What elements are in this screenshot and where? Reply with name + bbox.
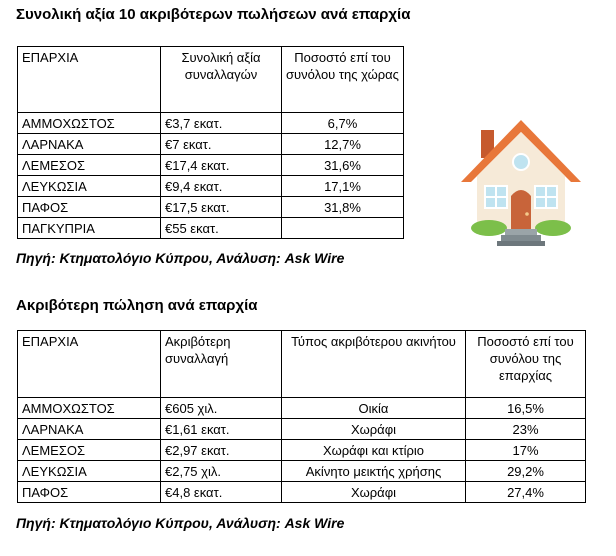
province-cell: ΛΕΜΕΣΟΣ [18,155,161,176]
table1-source: Πηγή: Κτηματολόγιο Κύπρου, Ανάλυση: Ask Wire [16,250,345,266]
header-province: ΕΠΑΡΧΙΑ [18,331,161,398]
province-cell: ΛΑΡΝΑΚΑ [18,134,161,155]
table-row [18,218,404,239]
transaction-cell: €2,75 χιλ. [161,461,282,482]
value-cell: €3,7 εκατ. [161,113,282,134]
bush-right [535,220,571,236]
table-row [18,134,404,155]
header-total-value: Συνολική αξία συναλλαγών [161,47,282,113]
value-cell: €9,4 εκατ. [161,176,282,197]
sales-total-table [17,46,404,239]
share-cell: 31,8% [282,197,404,218]
table2-source: Πηγή: Κτηματολόγιο Κύπρου, Ανάλυση: Ask Wire [16,515,345,531]
province-cell: ΛΕΜΕΣΟΣ [18,440,161,461]
province-cell: ΛΑΡΝΑΚΑ [18,419,161,440]
top-sale-table [17,330,586,503]
header-top-transaction: Ακριβότερη συναλλαγή [161,331,282,398]
property-type-cell: Χωράφι και κτίριο [282,440,466,461]
province-cell: ΑΜΜΟΧΩΣΤΟΣ [18,113,161,134]
value-cell: €17,5 εκατ. [161,197,282,218]
transaction-cell: €1,61 εκατ. [161,419,282,440]
share-cell: 31,6% [282,155,404,176]
share-cell: 23% [466,419,586,440]
header-country-share: Ποσοστό επί του συνόλου της χώρας [282,47,404,113]
property-type-cell: Χωράφι [282,482,466,503]
table-row [18,482,586,503]
table-row [18,113,404,134]
table-row [18,155,404,176]
attic-window [513,154,529,170]
share-cell: 12,7% [282,134,404,155]
province-cell: ΛΕΥΚΩΣΙΑ [18,176,161,197]
table-row [18,398,586,419]
header-province: ΕΠΑΡΧΙΑ [18,47,161,113]
property-type-cell: Ακίνητο μεικτής χρήσης [282,461,466,482]
table2-title: Ακριβότερη πώληση ανά επαρχία [16,297,258,314]
share-cell: 17% [466,440,586,461]
table-row [18,461,586,482]
value-cell: €7 εκατ. [161,134,282,155]
house-icon [459,114,583,252]
property-type-cell: Οικία [282,398,466,419]
share-cell: 16,5% [466,398,586,419]
table-row [18,197,404,218]
property-type-cell: Χωράφι [282,419,466,440]
share-cell [282,218,404,239]
table-header-row [18,47,404,113]
province-cell: ΠΑΦΟΣ [18,197,161,218]
value-cell: €17,4 εκατ. [161,155,282,176]
transaction-cell: €2,97 εκατ. [161,440,282,461]
province-cell: ΑΜΜΟΧΩΣΤΟΣ [18,398,161,419]
header-property-type: Τύπος ακριβότερου ακινήτου [282,331,466,398]
province-cell: ΛΕΥΚΩΣΙΑ [18,461,161,482]
door [511,190,531,229]
province-cell: ΠΑΓΚΥΠΡΙΑ [18,218,161,239]
table-row [18,419,586,440]
table-row [18,176,404,197]
share-cell: 29,2% [466,461,586,482]
table-row [18,440,586,461]
transaction-cell: €605 χιλ. [161,398,282,419]
share-cell: 6,7% [282,113,404,134]
share-cell: 27,4% [466,482,586,503]
steps [505,229,537,235]
province-cell: ΠΑΦΟΣ [18,482,161,503]
share-cell: 17,1% [282,176,404,197]
bush-left [471,220,507,236]
value-cell: €55 εκατ. [161,218,282,239]
header-province-share: Ποσοστό επί του συνόλου της επαρχίας [466,331,586,398]
table1-title: Συνολική αξία 10 ακριβότερων πωλήσεων ανά επαρχία [16,6,411,23]
transaction-cell: €4,8 εκατ. [161,482,282,503]
table-header-row [18,331,586,398]
